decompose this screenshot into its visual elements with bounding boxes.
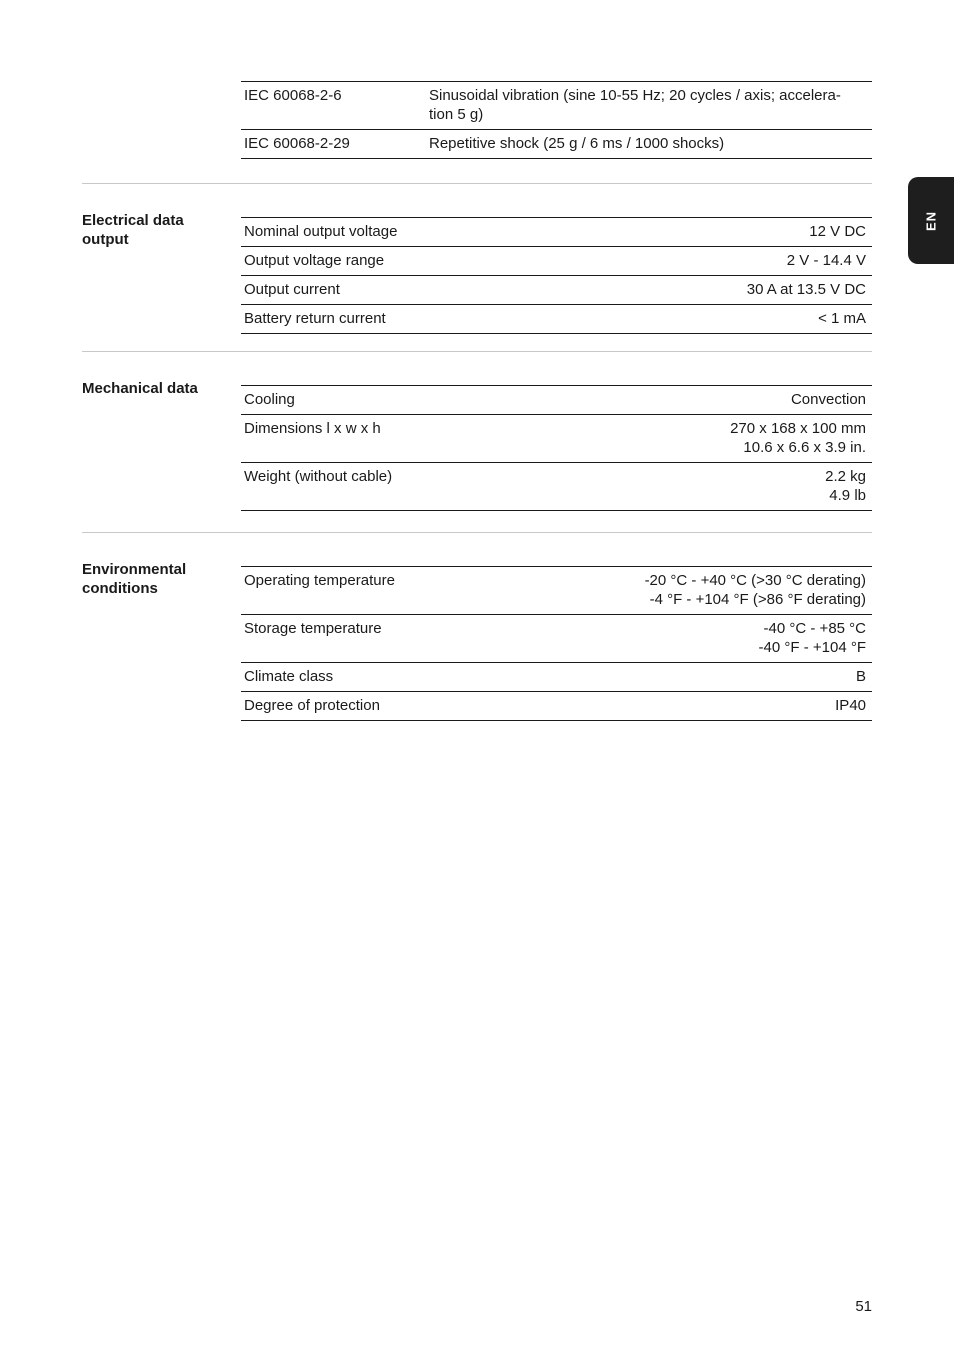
spec-value (569, 463, 872, 511)
spec-label: Output voltage range (241, 247, 594, 276)
spec-label: Output current (241, 276, 594, 305)
table-row (241, 82, 872, 130)
table-row (241, 386, 872, 415)
table-row (241, 415, 872, 463)
value-line: -4 °F - +104 °F (>86 °F derating) (649, 591, 866, 608)
value-line: -40 °F - +104 °F (758, 639, 866, 656)
standard-cell: IEC 60068-2-29 (241, 130, 426, 159)
spec-label: Weight (without cable) (241, 463, 569, 511)
table-row (241, 276, 872, 305)
spec-value: IP40 (500, 692, 873, 721)
value-line: 4.9 lb (829, 487, 866, 504)
table-row (241, 247, 872, 276)
page-number: 51 (855, 1298, 872, 1315)
spec-value: 12 V DC (594, 218, 872, 247)
description-line: tion 5 g) (429, 106, 484, 123)
spec-value (500, 615, 873, 663)
title-line: output (82, 231, 129, 248)
spec-label: Climate class (241, 663, 500, 692)
spec-label: Cooling (241, 386, 569, 415)
value-line: 2.2 kg (825, 468, 866, 485)
spec-label: Dimensions l x w x h (241, 415, 569, 463)
description-line: Sinusoidal vibration (sine 10-55 Hz; 20 cycles / axis; accelera- (429, 87, 841, 104)
section-title-electrical (82, 211, 232, 249)
table-row (241, 567, 872, 615)
spec-value: < 1 mA (594, 305, 872, 334)
title-line: Mechanical data (82, 380, 198, 397)
value-line: 270 x 168 x 100 mm (730, 420, 866, 437)
spec-value: 2 V - 14.4 V (594, 247, 872, 276)
description-cell (426, 82, 872, 130)
title-line: Electrical data (82, 212, 184, 229)
table-row (241, 663, 872, 692)
section-title-mechanical (82, 379, 232, 398)
table-row (241, 305, 872, 334)
spec-label: Operating temperature (241, 567, 500, 615)
title-line: Environmental (82, 561, 187, 578)
spec-label: Battery return current (241, 305, 594, 334)
section-divider (82, 183, 872, 184)
language-tab (908, 177, 954, 264)
spec-value (500, 567, 873, 615)
spec-value: 30 A at 13.5 V DC (594, 276, 872, 305)
spec-value: Convection (569, 386, 872, 415)
spec-value (569, 415, 872, 463)
standard-cell: IEC 60068-2-6 (241, 82, 426, 130)
spec-label: Nominal output voltage (241, 218, 594, 247)
value-line: -20 °C - +40 °C (>30 °C derating) (644, 572, 866, 589)
section-title-environmental (82, 560, 232, 598)
table-row (241, 615, 872, 663)
table-row (241, 692, 872, 721)
table-row (241, 130, 872, 159)
value-line: -40 °C - +85 °C (763, 620, 866, 637)
language-tab-label: EN (923, 210, 939, 231)
table-row (241, 463, 872, 511)
table-row (241, 218, 872, 247)
environmental-table (241, 566, 872, 721)
electrical-table (241, 217, 872, 334)
mechanical-table (241, 385, 872, 511)
section-divider (82, 351, 872, 352)
title-line: conditions (82, 580, 158, 597)
value-line: 10.6 x 6.6 x 3.9 in. (743, 439, 866, 456)
test-standards-table (241, 81, 872, 159)
description-cell: Repetitive shock (25 g / 6 ms / 1000 shocks) (426, 130, 872, 159)
section-divider (82, 532, 872, 533)
spec-label: Degree of protection (241, 692, 500, 721)
spec-value: B (500, 663, 873, 692)
spec-label: Storage temperature (241, 615, 500, 663)
